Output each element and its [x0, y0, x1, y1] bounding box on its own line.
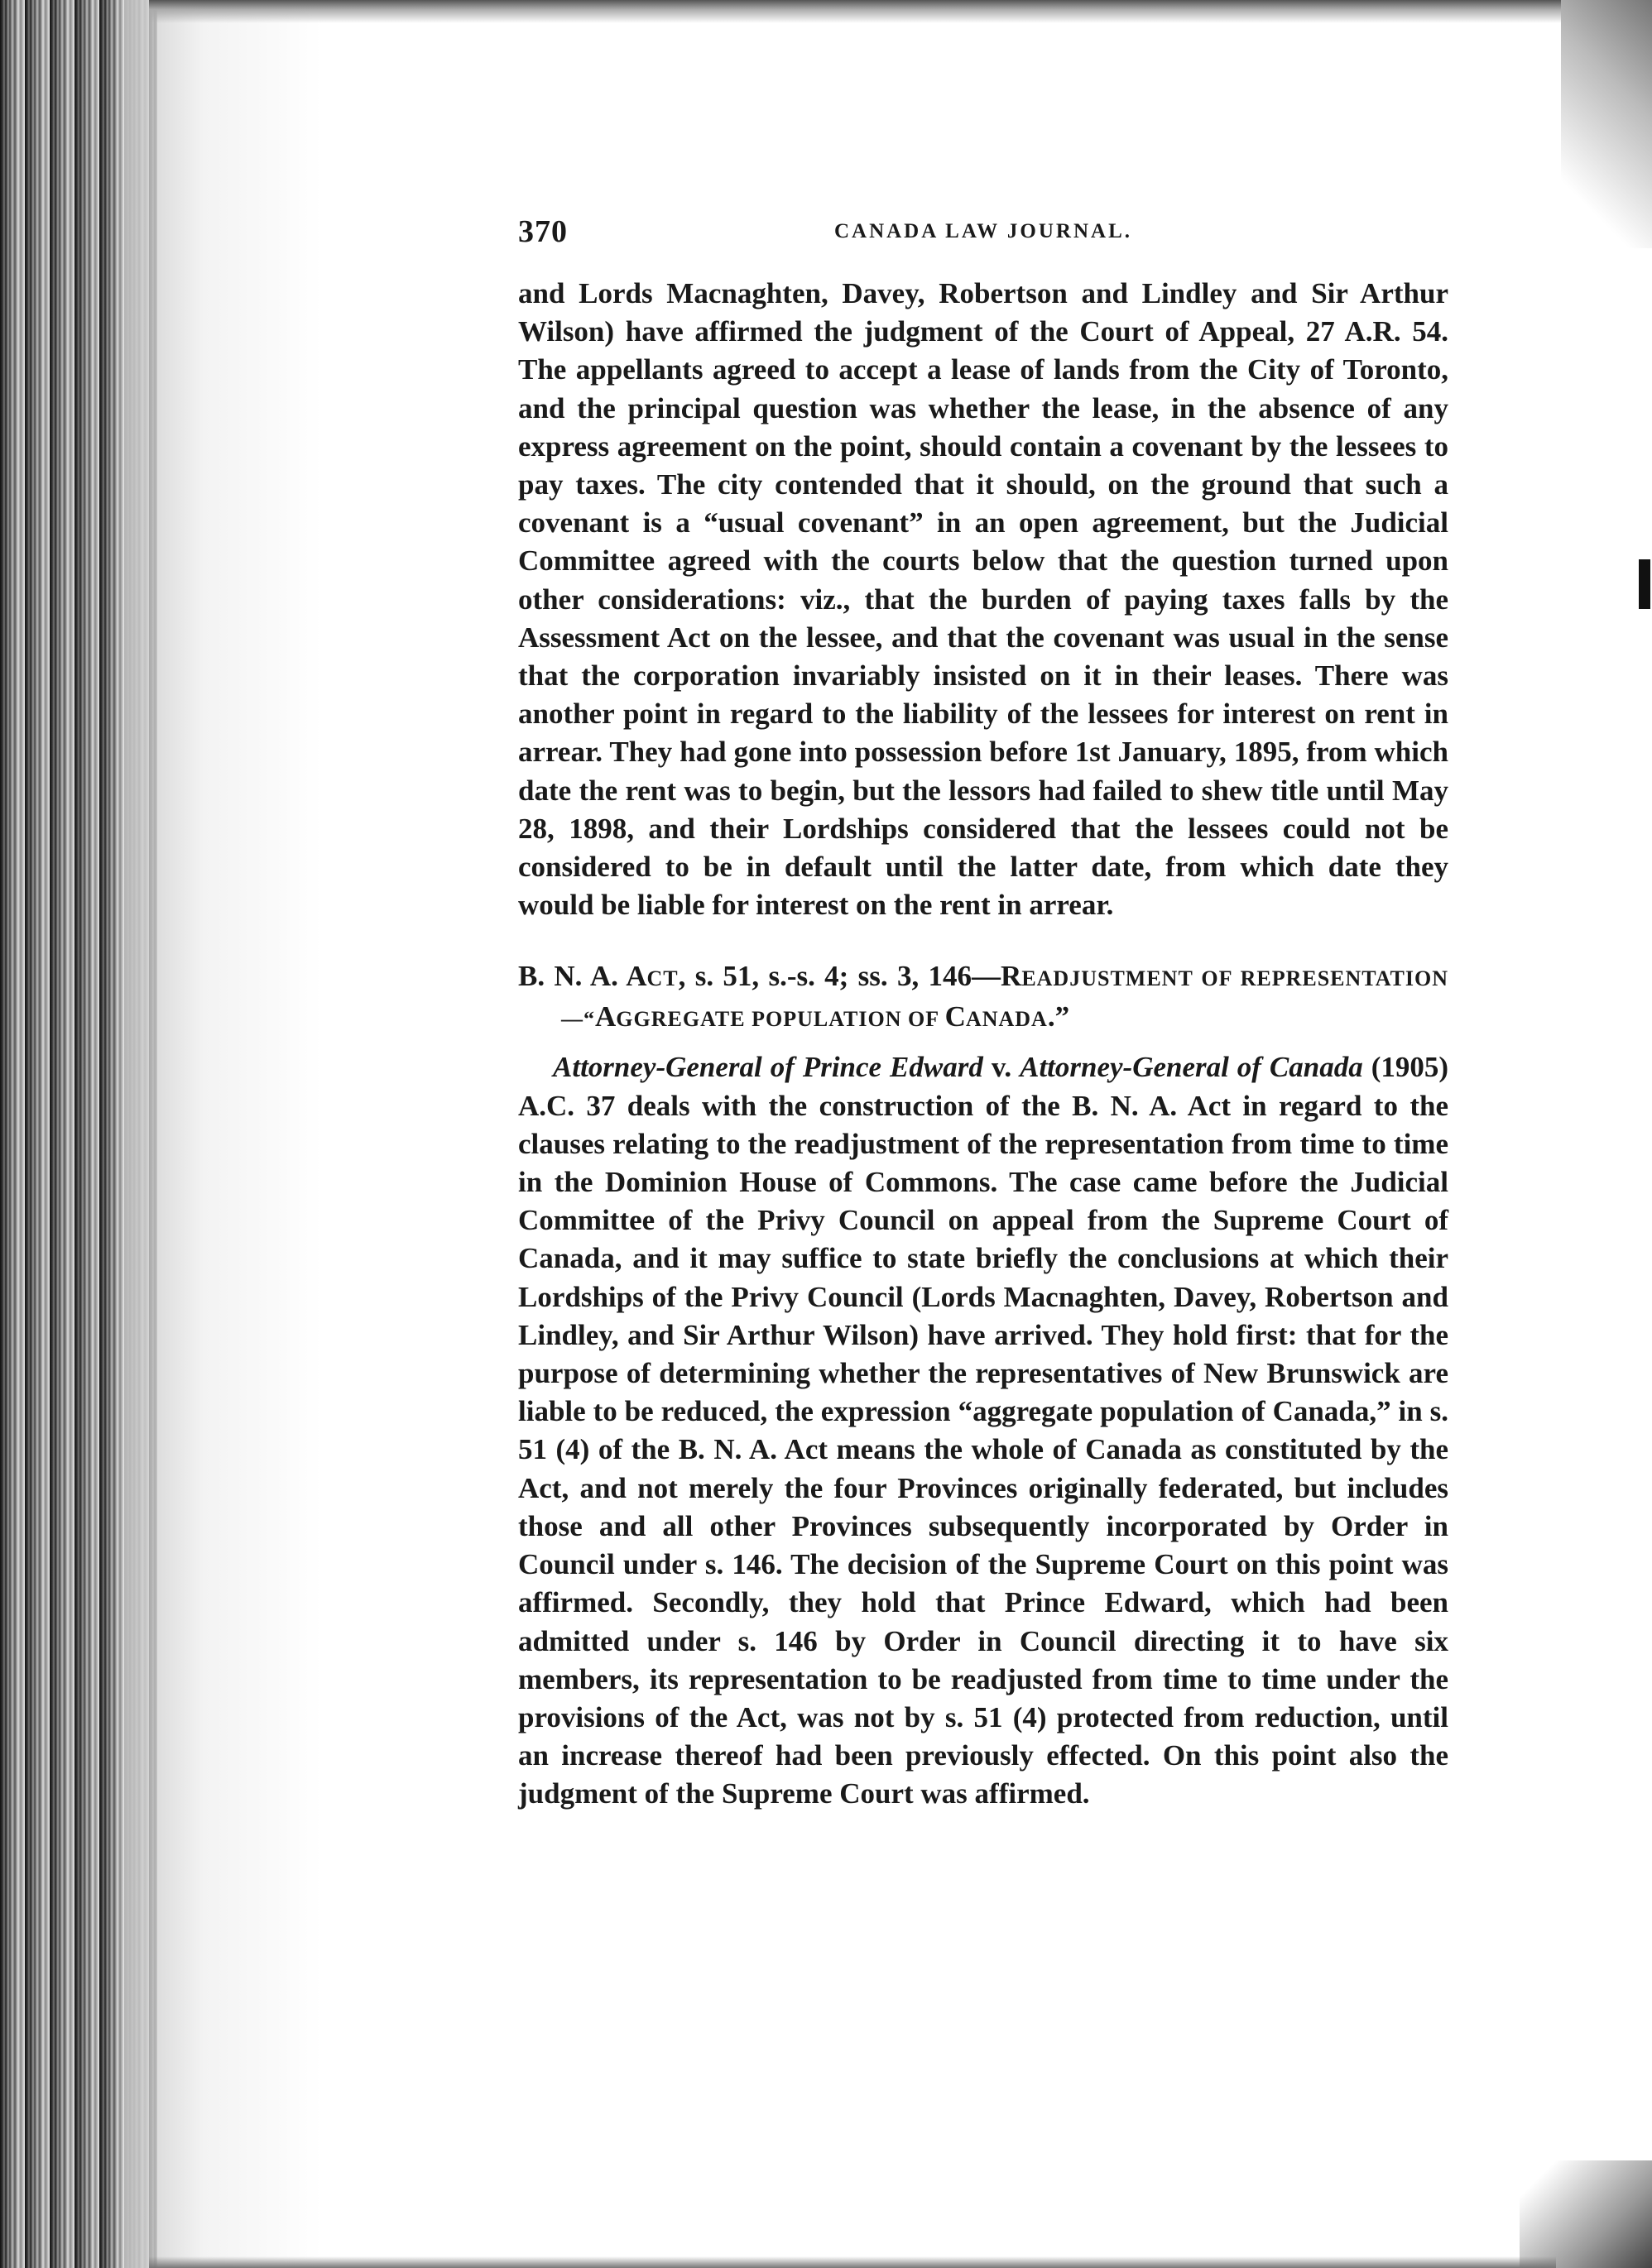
article-body — [518, 275, 1448, 1814]
heading-cap-c: C — [944, 1000, 966, 1033]
paragraph-continued: and Lords Macnaghten, Davey, Robertson and Lindley and Sir Arthur Wilson) have affirmed the judgment of the Court of Appeal, 27 A.R. 54. The appellants agreed to accept a lease of lands from the City of Toronto, and the principal question was whether the lease, in the absence of any express agreement on the point, should contain a covenant by the lessees to pay taxes. The city contended that it should, on the ground that such a covenant is a “usual covenant” in an open agreement, but the Judicial Committee agreed with the courts below that the question turned upon other considerations: viz., that the burden of paying taxes falls by the Assessment Act on the lessee, and that the covenant was usual in the sense that the corporation invariably insisted on it in their leases. There was another point in regard to the liability of the lessees for interest on rent in arrear. They had gone into possession before 1st January, 1895, from which date the rent was to begin, but the lessors had failed to shew title until May 28, 1898, and their Lordships considered that the lessees could not be considered to be in default until the latter date, from which date they would be liable for interest on the rent in arrear. — [518, 277, 1448, 922]
page-number: 370 — [518, 214, 568, 249]
section-heading — [518, 957, 1448, 1038]
heading-cap-r: R — [1001, 960, 1022, 993]
journal-title: CANADA LAW JOURNAL. — [833, 220, 1133, 242]
running-head — [518, 213, 1448, 253]
case-versus: v. — [982, 1051, 1020, 1084]
scan-binding-shadow — [124, 0, 323, 2268]
heading-lead: B. N. A. A — [518, 960, 647, 993]
case-summary-text: (1905) A.C. 37 deals with the construction of the B. N. A. Act in regard to the clauses relating to the readjustment of the representation from time to time in the Dominion House of Commons. The case came before the Judicial Committee of the Privy Council on appeal from the Supreme Court of Canada, and it may suffice to state briefly the conclusions at which their Lordships of the Privy Council (Lords Macnaghten, Davey, Robertson and Lindley, and Sir Arthur Wilson) have arrived. They hold first: that for the purpose of determining whether the representatives of New Brunswick are liable to be reduced, the expression “aggregate population of Canada,” in s. 51 (4) of the B. N. A. Act means the whole of Canada as constituted by the Act, and not merely the four Provinces originally federated, but includes those and all other Provinces subsequently incorporated by Order in Council under s. 146. The decision of the Supreme Court on this point was affirmed. Secondly, they hold that Prince Edward, which had been admitted under s. 146 by Order in Council directing it to have six members, its representation to be readjusted from time to time under the provisions of the Act, was not by s. 51 (4) protected from reduction, until an increase thereof had been previously effected. On this point also the judgment of the Supreme Court was affirmed. — [518, 1051, 1448, 1810]
scan-bottom-edge — [149, 2256, 1556, 2268]
heading-citation: , s. 51, s.-s. 4; ss. 3, 146— — [678, 960, 1001, 993]
scan-corner-top-right — [1561, 0, 1652, 248]
case-party-2: Attorney-General of Canada — [1020, 1051, 1363, 1084]
case-party-1: Attorney-General of Prince Edward — [553, 1051, 983, 1084]
paragraph-case-summary — [518, 1048, 1448, 1813]
heading-aggregate-smallcaps: GGREGATE POPULATION OF — [616, 1007, 945, 1032]
scan-top-edge — [149, 0, 1652, 23]
heading-cap-a: A — [595, 1000, 617, 1033]
heading-canada-smallcaps: ANADA — [965, 1007, 1048, 1032]
scan-corner-bottom-right — [1520, 2160, 1652, 2268]
heading-close: .” — [1047, 1000, 1070, 1033]
scan-edge-mark — [1639, 559, 1650, 609]
heading-title-smallcaps: EADJUSTMENT OF REPRESENTATION—“ — [561, 966, 1449, 1032]
heading-lead-smallcaps: CT — [646, 966, 679, 991]
